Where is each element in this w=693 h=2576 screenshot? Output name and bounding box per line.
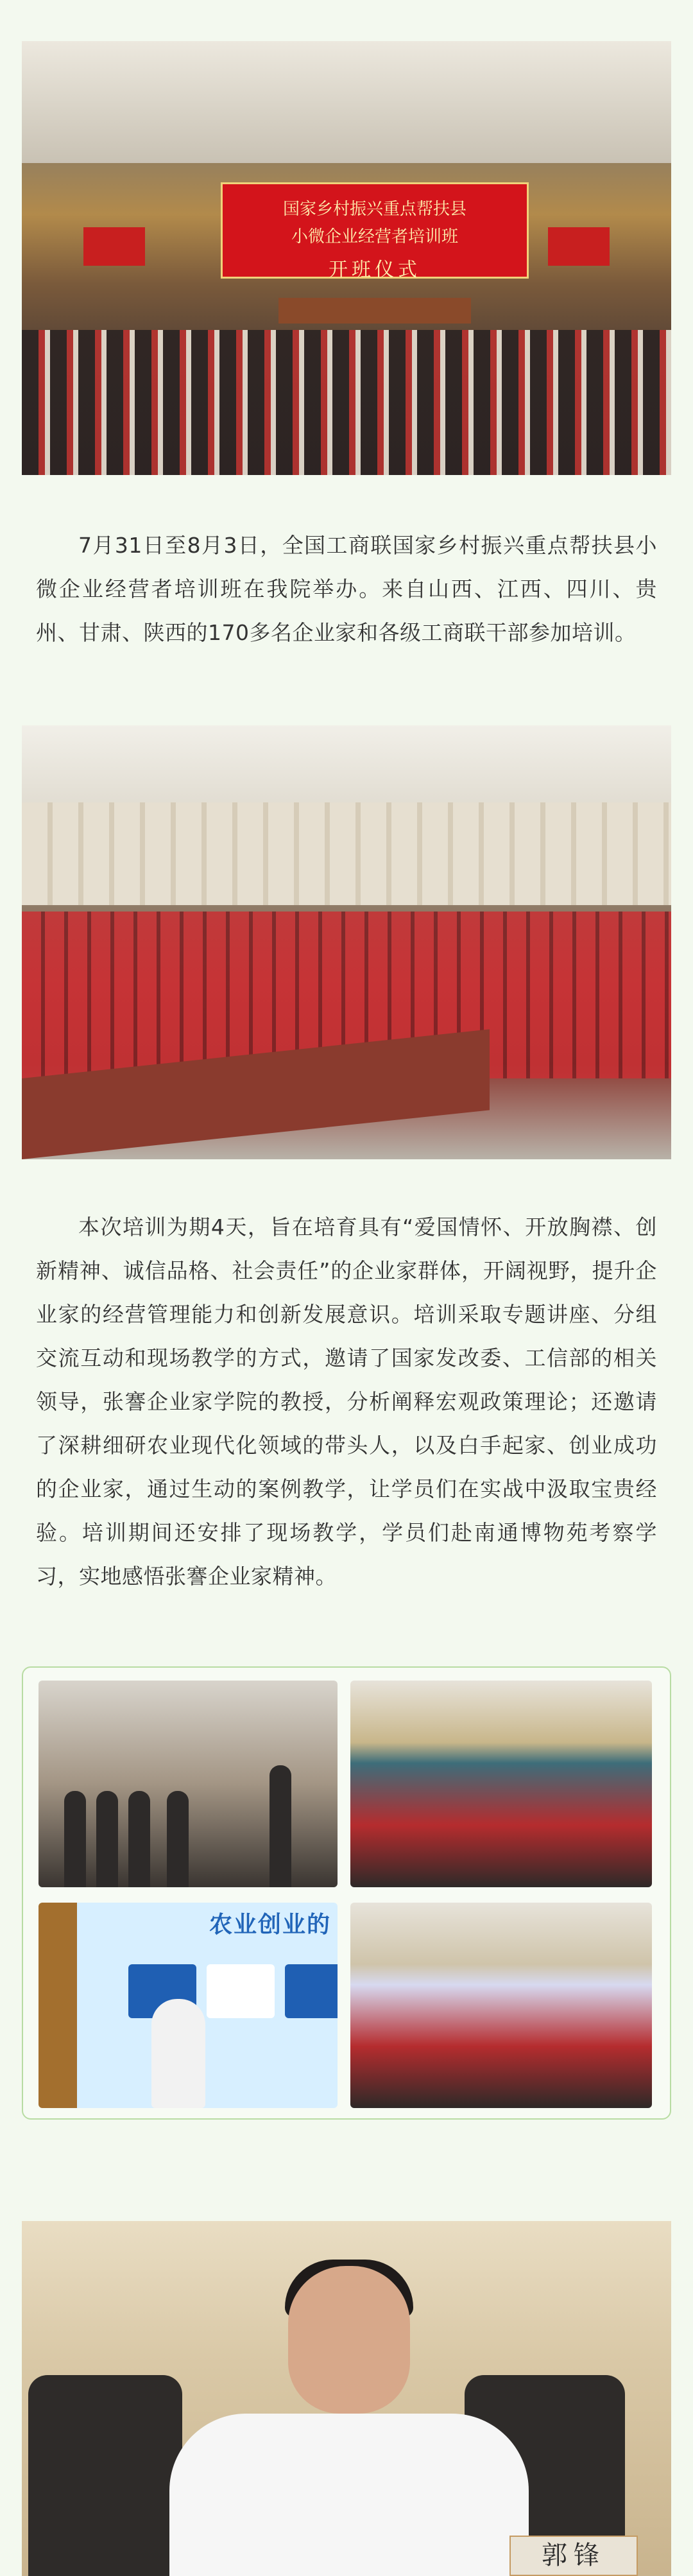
- details-paragraph: 本次培训为期4天，旨在培育具有“爱国情怀、开放胸襟、创新精神、诚信品格、社会责任”的企业家群体，开阔视野，提升企业家的经营管理能力和创新发展意识。培训采取专题讲座、分组交流互动和现场教学的方式，邀请了国家发改委、工信部的相关领导，张謇企业家学院的教授，分析阐释宏观政策理论；还邀请了深耕细研农业现代化领域的带头人，以及白手起家、创业成功的企业家，通过生动的案例教学，让学员们在实战中汲取宝贵经验。培训期间还安排了现场教学，学员们赴南通博物苑考察学习，实地感悟张謇企业家精神。: [36, 1215, 657, 1589]
- chair-left: [28, 2375, 182, 2576]
- banner-line-3: 开班仪式: [329, 259, 421, 281]
- opening-ceremony-photo: [22, 41, 671, 475]
- hall-ceiling: [22, 41, 671, 163]
- stage-banner: [221, 182, 529, 279]
- lecture-hall-photo-2: [350, 1903, 652, 2108]
- audience-seats: [22, 330, 671, 475]
- speaker-shirt: [169, 2414, 529, 2576]
- banner-line-2: 小微企业经营者培训班: [291, 227, 458, 246]
- visitor-figure: [128, 1791, 150, 1887]
- stage-table: [278, 298, 471, 324]
- banner-line-1: 国家乡村振兴重点帮扶县: [282, 200, 466, 219]
- slide-tile: [207, 1964, 275, 2018]
- slide-tile: [285, 1964, 338, 2018]
- training-hall-photo: [22, 725, 671, 1159]
- side-screen-right: [548, 227, 610, 266]
- nameplate: 郭锋: [509, 2536, 638, 2576]
- hall-wall: [22, 802, 671, 905]
- museum-visit-photo: [38, 1681, 338, 1887]
- side-screen-left: [83, 227, 145, 266]
- intro-paragraph: 7月31日至8月3日，全国工商联国家乡村振兴重点帮扶县小微企业经营者培训班在我院举办。来自山西、江西、四川、贵州、甘肃、陕西的170多名企业家和各级工商联干部参加培训。: [36, 533, 657, 645]
- visitor-figure: [64, 1791, 86, 1887]
- guide-figure: [270, 1765, 291, 1887]
- visitor-figure: [167, 1791, 189, 1887]
- visitor-figure: [96, 1791, 118, 1887]
- speaker-figure: [151, 1999, 205, 2108]
- lecture-hall-photo-1: [350, 1681, 652, 1887]
- speaker-portrait-photo: [22, 2221, 671, 2576]
- speaker-slide-photo: [38, 1903, 338, 2108]
- speaker-face: [288, 2266, 410, 2414]
- slide-title: 农业创业的: [209, 1912, 331, 1938]
